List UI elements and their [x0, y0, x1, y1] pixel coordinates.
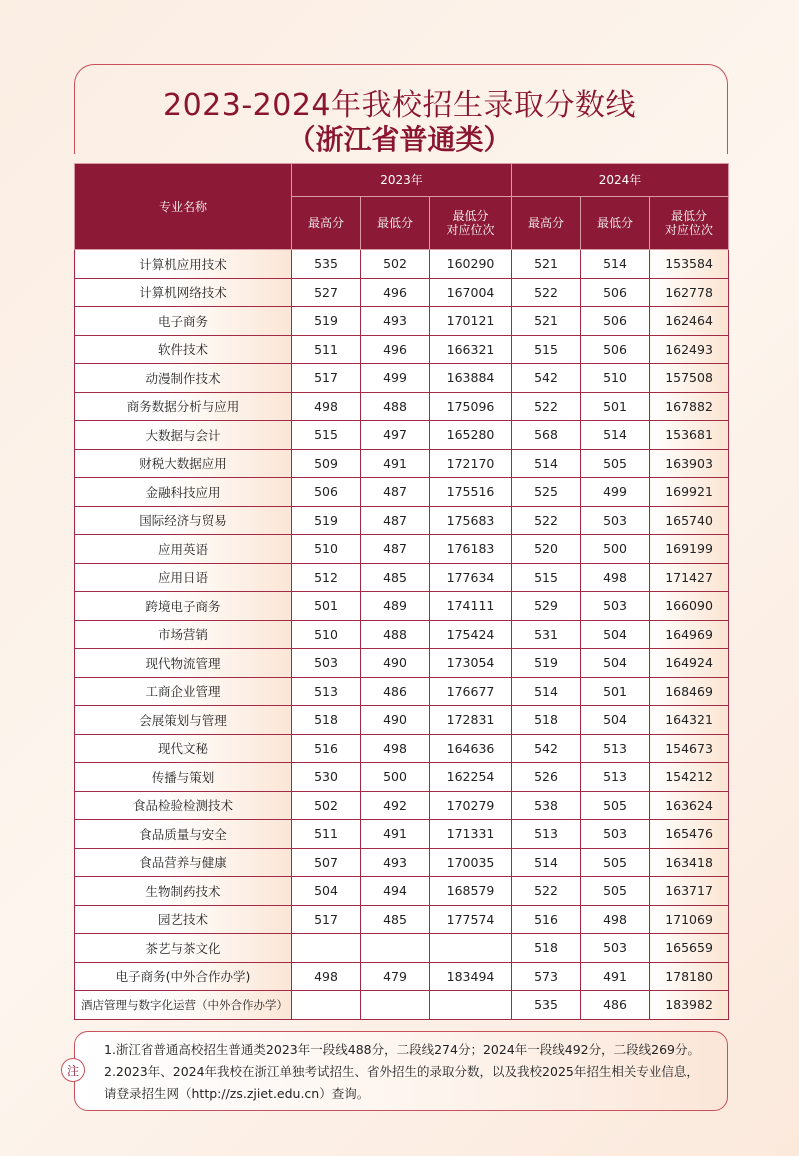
score-cell: 510	[292, 620, 361, 649]
table-row	[75, 934, 729, 963]
score-cell: 513	[292, 677, 361, 706]
major-name-cell: 酒店管理与数字化运营（中外合作办学）	[75, 991, 292, 1020]
score-cell: 492	[361, 791, 430, 820]
score-cell: 504	[581, 706, 650, 735]
score-cell: 168469	[650, 677, 729, 706]
score-cell: 512	[292, 563, 361, 592]
score-cell: 505	[581, 848, 650, 877]
score-cell: 542	[512, 734, 581, 763]
note-line-2: 2.2023年、2024年我校在浙江单独考试招生、省外招生的录取分数，以及我校2025年招生相关专业信息，	[104, 1064, 699, 1079]
score-cell: 498	[581, 905, 650, 934]
score-cell: 493	[361, 307, 430, 336]
major-name-cell: 国际经济与贸易	[75, 506, 292, 535]
score-cell: 506	[581, 335, 650, 364]
score-cell: 503	[581, 592, 650, 621]
major-name-cell: 应用英语	[75, 535, 292, 564]
score-cell: 510	[292, 535, 361, 564]
table-row	[75, 848, 729, 877]
table-row	[75, 364, 729, 393]
table-row	[75, 820, 729, 849]
score-cell: 518	[512, 706, 581, 735]
score-cell: 175424	[430, 620, 512, 649]
score-cell: 166321	[430, 335, 512, 364]
table-row	[75, 449, 729, 478]
table-row	[75, 563, 729, 592]
score-cell: 486	[361, 677, 430, 706]
page-title: 2023-2024年我校招生录取分数线	[162, 88, 637, 123]
score-cell: 521	[512, 250, 581, 279]
major-name-cell: 金融科技应用	[75, 478, 292, 507]
score-cell: 164924	[650, 649, 729, 678]
score-cell: 167882	[650, 392, 729, 421]
table-row	[75, 506, 729, 535]
score-cell: 170279	[430, 791, 512, 820]
score-cell: 525	[512, 478, 581, 507]
score-cell: 169199	[650, 535, 729, 564]
year-2024-header: 2024年	[512, 164, 729, 197]
note-line-1: 1.浙江省普通高校招生普通类2023年一段线488分，二段线274分；2024年一段线492分，二段线269分。	[104, 1042, 700, 1057]
score-cell: 504	[581, 649, 650, 678]
score-cell: 498	[581, 563, 650, 592]
score-cell: 509	[292, 449, 361, 478]
score-cell: 173054	[430, 649, 512, 678]
major-name-cell: 市场营销	[75, 620, 292, 649]
score-cell: 515	[512, 335, 581, 364]
score-cell	[430, 934, 512, 963]
score-cell: 162464	[650, 307, 729, 336]
year-2023-header: 2023年	[292, 164, 512, 197]
major-name-cell: 跨境电子商务	[75, 592, 292, 621]
score-cell: 488	[361, 620, 430, 649]
table-row	[75, 335, 729, 364]
score-cell: 507	[292, 848, 361, 877]
score-cell: 490	[361, 649, 430, 678]
score-cell: 504	[581, 620, 650, 649]
major-name-cell: 食品营养与健康	[75, 848, 292, 877]
score-cell: 519	[292, 506, 361, 535]
major-name-cell: 会展策划与管理	[75, 706, 292, 735]
score-cell: 510	[581, 364, 650, 393]
col-header: 最高分	[512, 197, 581, 250]
score-cell: 573	[512, 962, 581, 991]
score-cell	[361, 934, 430, 963]
score-cell: 503	[581, 506, 650, 535]
score-cell: 166090	[650, 592, 729, 621]
score-cell: 522	[512, 877, 581, 906]
score-cell: 516	[292, 734, 361, 763]
score-cell: 521	[512, 307, 581, 336]
score-cell: 518	[292, 706, 361, 735]
major-name-cell: 大数据与会计	[75, 421, 292, 450]
score-cell: 542	[512, 364, 581, 393]
score-cell: 162778	[650, 278, 729, 307]
table-row	[75, 706, 729, 735]
score-cell: 169921	[650, 478, 729, 507]
major-name-cell: 生物制药技术	[75, 877, 292, 906]
score-cell: 517	[292, 905, 361, 934]
score-cell: 531	[512, 620, 581, 649]
score-cell: 516	[512, 905, 581, 934]
score-cell: 176183	[430, 535, 512, 564]
table-row	[75, 734, 729, 763]
table-row	[75, 478, 729, 507]
score-cell: 165476	[650, 820, 729, 849]
col-header: 最低分 对应位次	[650, 197, 729, 250]
table-row	[75, 763, 729, 792]
score-cell: 157508	[650, 364, 729, 393]
score-cell: 505	[581, 449, 650, 478]
score-cell: 160290	[430, 250, 512, 279]
score-cell: 491	[361, 449, 430, 478]
score-cell: 527	[292, 278, 361, 307]
score-cell	[361, 991, 430, 1020]
score-cell: 501	[581, 677, 650, 706]
score-cell: 526	[512, 763, 581, 792]
score-cell	[292, 934, 361, 963]
score-cell: 504	[292, 877, 361, 906]
score-cell: 171331	[430, 820, 512, 849]
table-row	[75, 250, 729, 279]
score-cell: 178180	[650, 962, 729, 991]
score-cell: 538	[512, 791, 581, 820]
score-cell: 170121	[430, 307, 512, 336]
score-cell: 171069	[650, 905, 729, 934]
major-name-cell: 应用日语	[75, 563, 292, 592]
major-name-cell: 软件技术	[75, 335, 292, 364]
score-cell: 505	[581, 791, 650, 820]
score-cell: 487	[361, 478, 430, 507]
score-cell: 163624	[650, 791, 729, 820]
score-cell: 499	[361, 364, 430, 393]
score-cell: 165740	[650, 506, 729, 535]
score-cell: 175683	[430, 506, 512, 535]
score-cell: 496	[361, 335, 430, 364]
score-cell: 154212	[650, 763, 729, 792]
table-row	[75, 307, 729, 336]
score-cell: 529	[512, 592, 581, 621]
major-name-cell: 商务数据分析与应用	[75, 392, 292, 421]
score-cell: 485	[361, 563, 430, 592]
score-cell: 535	[292, 250, 361, 279]
score-cell: 535	[512, 991, 581, 1020]
score-cell: 519	[512, 649, 581, 678]
score-cell: 488	[361, 392, 430, 421]
table-row	[75, 620, 729, 649]
score-cell: 520	[512, 535, 581, 564]
score-cell: 505	[581, 877, 650, 906]
major-name-cell: 传播与策划	[75, 763, 292, 792]
score-cell: 513	[512, 820, 581, 849]
score-cell: 568	[512, 421, 581, 450]
score-cell: 175516	[430, 478, 512, 507]
score-cell: 493	[361, 848, 430, 877]
score-cell: 175096	[430, 392, 512, 421]
major-name-cell: 食品检验检测技术	[75, 791, 292, 820]
score-cell: 487	[361, 535, 430, 564]
major-name-cell: 现代文秘	[75, 734, 292, 763]
col-header: 最高分	[292, 197, 361, 250]
score-cell: 163717	[650, 877, 729, 906]
table-row	[75, 991, 729, 1020]
table-row	[75, 962, 729, 991]
score-cell: 494	[361, 877, 430, 906]
score-cell: 522	[512, 506, 581, 535]
score-cell: 162254	[430, 763, 512, 792]
score-cell: 503	[292, 649, 361, 678]
score-cell: 500	[361, 763, 430, 792]
major-name-cell: 计算机应用技术	[75, 250, 292, 279]
score-cell: 514	[581, 421, 650, 450]
score-cell: 515	[292, 421, 361, 450]
table-body	[75, 250, 729, 1020]
table-row	[75, 535, 729, 564]
score-cell: 501	[292, 592, 361, 621]
score-cell: 153681	[650, 421, 729, 450]
col-header: 最低分	[361, 197, 430, 250]
score-cell: 162493	[650, 335, 729, 364]
score-cell: 506	[292, 478, 361, 507]
major-name-cell: 电子商务(中外合作办学)	[75, 962, 292, 991]
score-cell: 530	[292, 763, 361, 792]
score-cell: 486	[581, 991, 650, 1020]
score-cell: 498	[292, 392, 361, 421]
score-cell: 490	[361, 706, 430, 735]
major-name-cell: 动漫制作技术	[75, 364, 292, 393]
score-cell: 511	[292, 335, 361, 364]
score-cell: 522	[512, 392, 581, 421]
table-row	[75, 421, 729, 450]
table-row	[75, 278, 729, 307]
major-name-cell: 电子商务	[75, 307, 292, 336]
score-cell: 177634	[430, 563, 512, 592]
score-cell: 479	[361, 962, 430, 991]
score-cell: 514	[512, 677, 581, 706]
score-cell: 176677	[430, 677, 512, 706]
table-row	[75, 392, 729, 421]
score-cell: 514	[512, 449, 581, 478]
major-name-cell: 茶艺与茶文化	[75, 934, 292, 963]
score-cell: 522	[512, 278, 581, 307]
score-cell: 517	[292, 364, 361, 393]
major-name-cell: 园艺技术	[75, 905, 292, 934]
score-cell: 163418	[650, 848, 729, 877]
table-row	[75, 677, 729, 706]
score-cell: 154673	[650, 734, 729, 763]
score-cell: 502	[292, 791, 361, 820]
score-cell: 165280	[430, 421, 512, 450]
score-cell: 519	[292, 307, 361, 336]
score-cell: 496	[361, 278, 430, 307]
score-cell: 506	[581, 278, 650, 307]
score-cell: 163903	[650, 449, 729, 478]
score-cell	[292, 991, 361, 1020]
major-name-cell: 现代物流管理	[75, 649, 292, 678]
score-cell: 174111	[430, 592, 512, 621]
table-row	[75, 791, 729, 820]
score-cell: 500	[581, 535, 650, 564]
score-cell: 498	[292, 962, 361, 991]
page-subtitle: （浙江省普通类）	[287, 123, 512, 156]
note-badge: 注	[61, 1058, 85, 1082]
score-cell: 514	[581, 250, 650, 279]
score-cell: 164636	[430, 734, 512, 763]
col-header: 最低分	[581, 197, 650, 250]
table-row	[75, 877, 729, 906]
score-cell: 164969	[650, 620, 729, 649]
score-cell: 503	[581, 820, 650, 849]
score-cell: 499	[581, 478, 650, 507]
table-row	[75, 905, 729, 934]
score-cell: 487	[361, 506, 430, 535]
score-cell: 183982	[650, 991, 729, 1020]
score-cell: 497	[361, 421, 430, 450]
score-cell: 502	[361, 250, 430, 279]
score-cell: 164321	[650, 706, 729, 735]
score-cell: 153584	[650, 250, 729, 279]
score-cell: 170035	[430, 848, 512, 877]
score-cell: 163884	[430, 364, 512, 393]
score-cell: 514	[512, 848, 581, 877]
score-cell: 513	[581, 763, 650, 792]
table-row	[75, 649, 729, 678]
score-cell: 518	[512, 934, 581, 963]
major-name-cell: 食品质量与安全	[75, 820, 292, 849]
score-cell: 172831	[430, 706, 512, 735]
score-cell: 503	[581, 934, 650, 963]
score-cell: 491	[581, 962, 650, 991]
score-cell: 485	[361, 905, 430, 934]
col-header: 最低分 对应位次	[430, 197, 512, 250]
score-cell: 171427	[650, 563, 729, 592]
score-cell: 172170	[430, 449, 512, 478]
score-cell: 515	[512, 563, 581, 592]
score-cell: 183494	[430, 962, 512, 991]
score-cell: 168579	[430, 877, 512, 906]
admission-score-table	[74, 163, 729, 1020]
score-cell: 165659	[650, 934, 729, 963]
score-cell: 498	[361, 734, 430, 763]
score-cell: 491	[361, 820, 430, 849]
score-cell: 167004	[430, 278, 512, 307]
score-cell: 501	[581, 392, 650, 421]
note-line-3: 请登录招生网（http://zs.zjiet.edu.cn）查询。	[104, 1086, 370, 1101]
major-name-cell: 计算机网络技术	[75, 278, 292, 307]
score-cell: 177574	[430, 905, 512, 934]
score-cell: 513	[581, 734, 650, 763]
score-cell: 511	[292, 820, 361, 849]
major-name-cell: 工商企业管理	[75, 677, 292, 706]
major-name-header: 专业名称	[75, 164, 292, 250]
score-cell: 489	[361, 592, 430, 621]
table-row	[75, 592, 729, 621]
score-cell	[430, 991, 512, 1020]
major-name-cell: 财税大数据应用	[75, 449, 292, 478]
score-cell: 506	[581, 307, 650, 336]
